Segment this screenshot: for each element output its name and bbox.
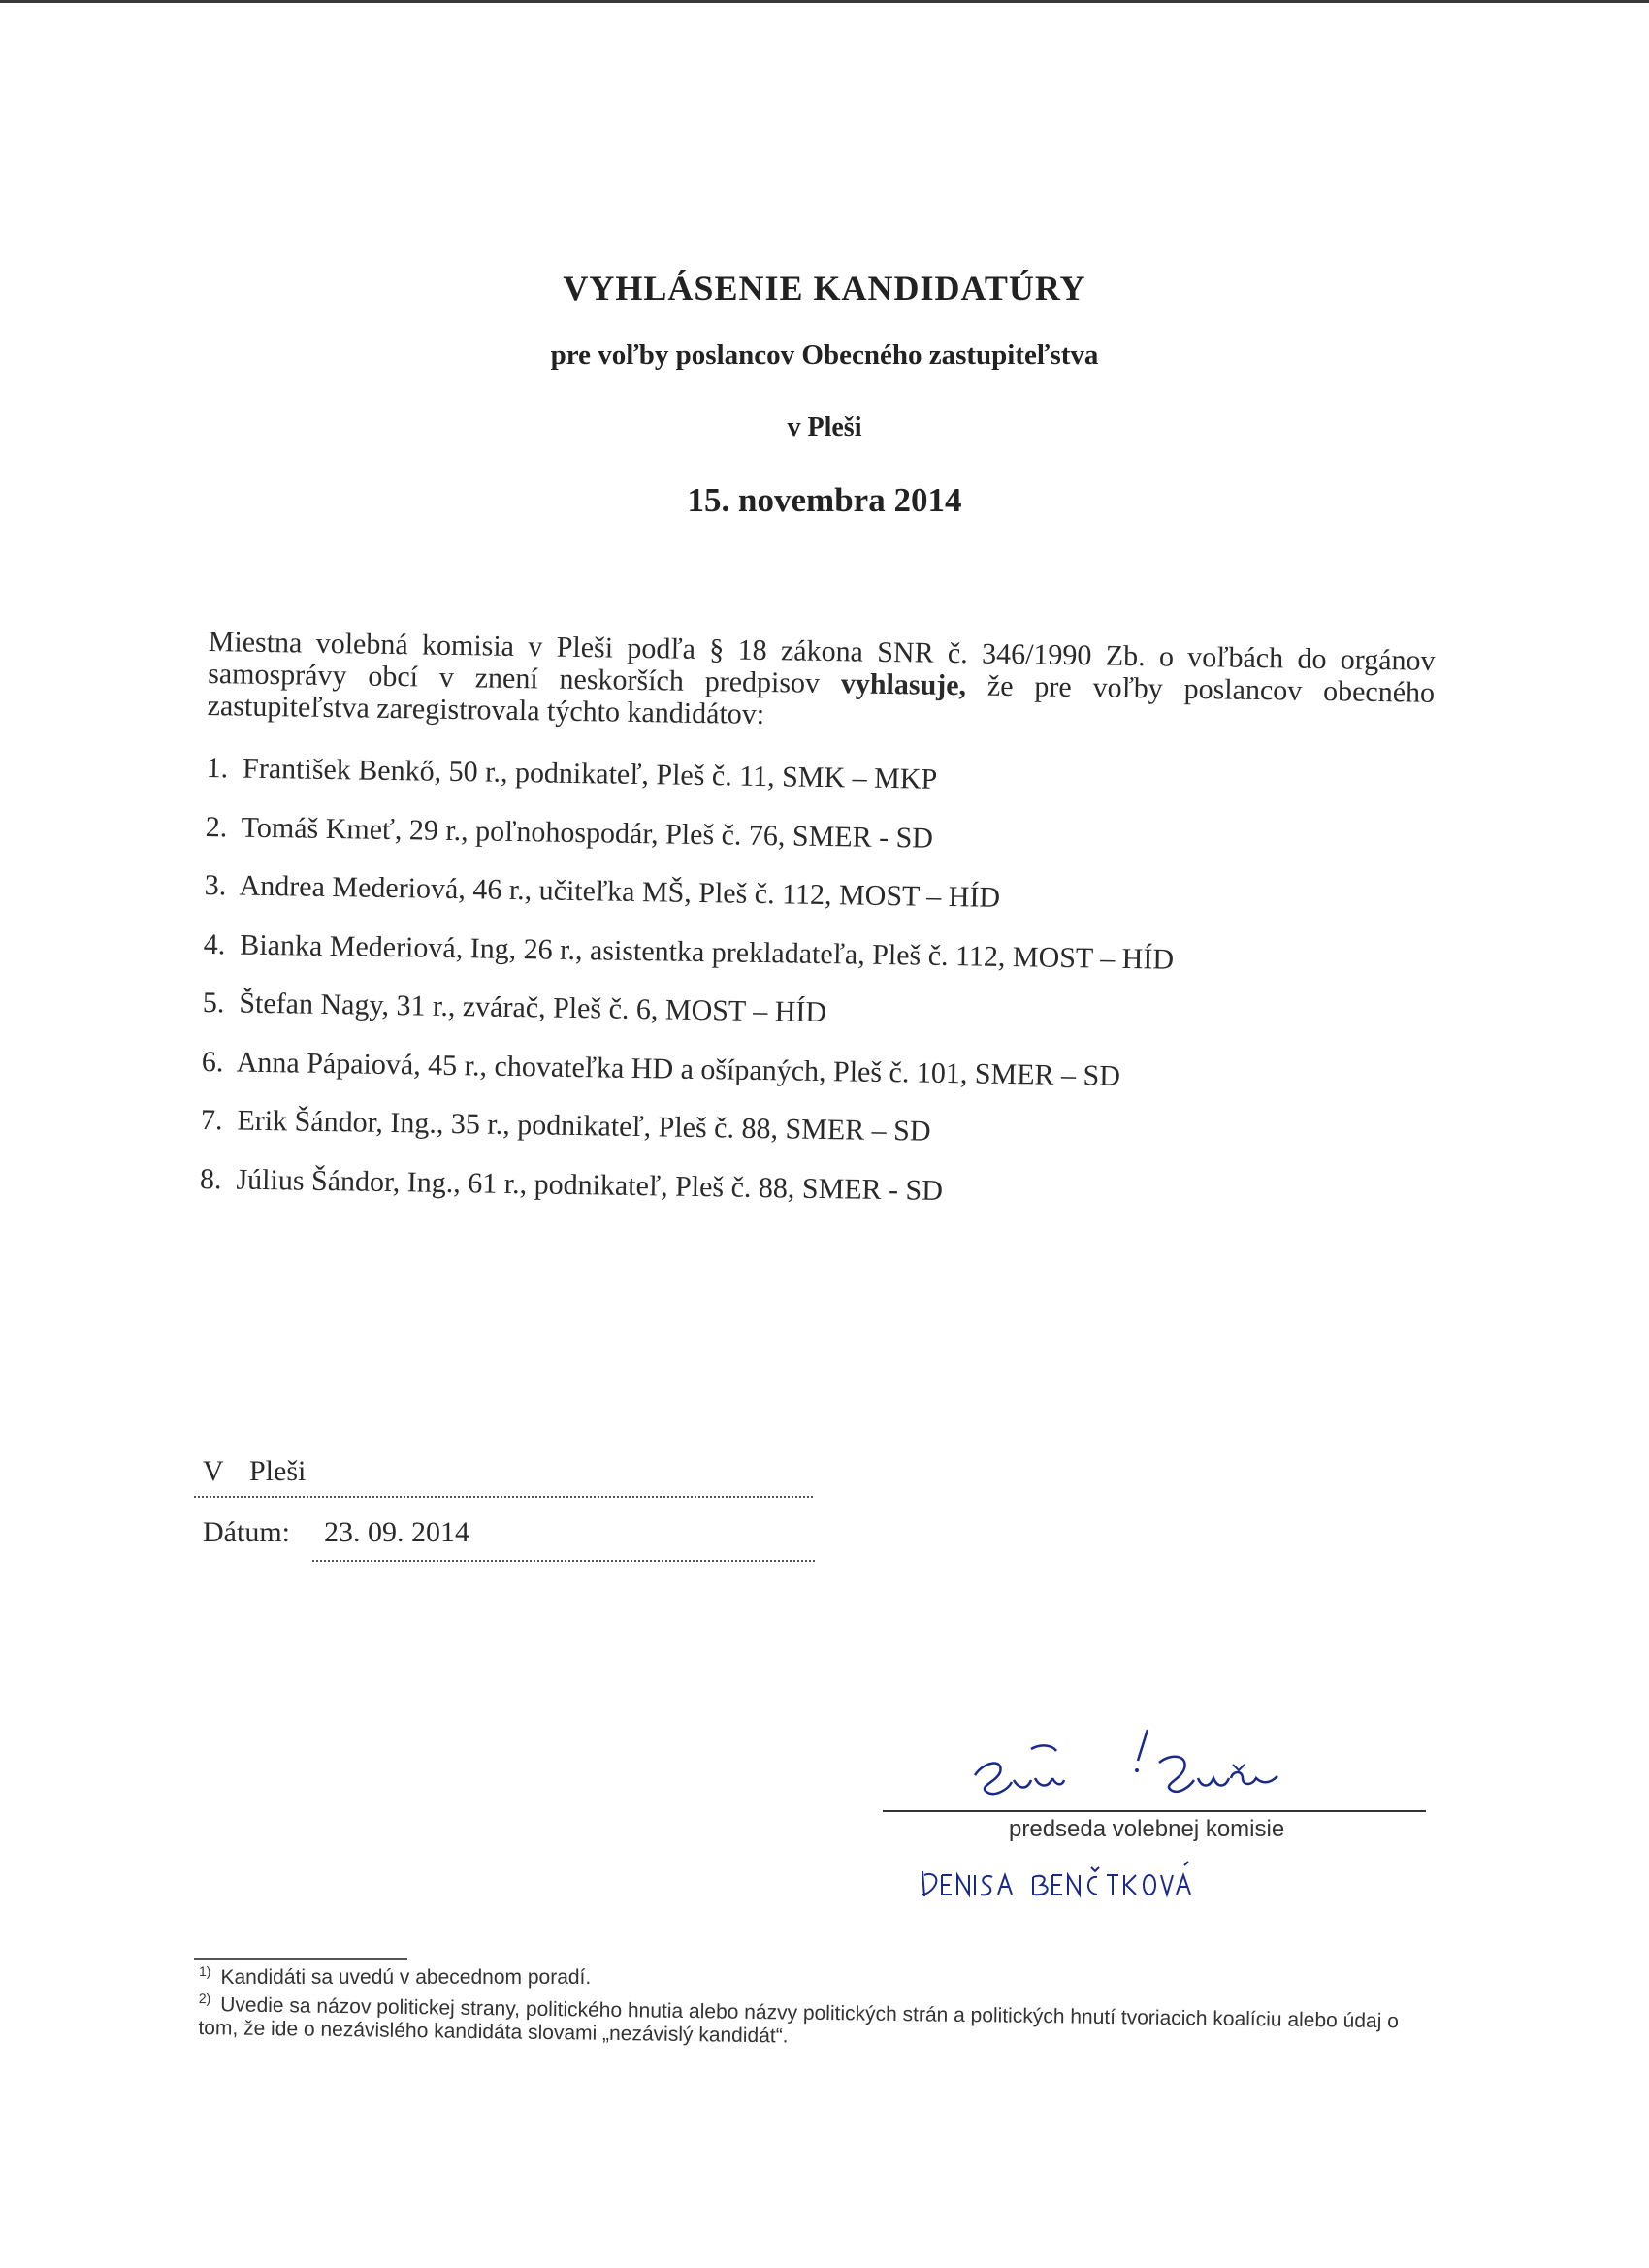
- signature-caption: predseda volebnej komisie: [1009, 1816, 1285, 1842]
- candidate-text: František Benkő, 50 r., podnikateľ, Pleš č. 11, SMK – MKP: [242, 752, 938, 795]
- footnote-2: [198, 1987, 1426, 2057]
- election-date: 15. novembra 2014: [687, 481, 962, 519]
- date-dotted-line: [312, 1560, 815, 1562]
- place-dotted-line: [194, 1496, 813, 1498]
- candidate-number: 3.: [204, 868, 227, 902]
- date-value: 23. 09. 2014: [324, 1516, 469, 1548]
- candidate-list: [199, 749, 1273, 1235]
- date-label: Dátum:: [203, 1516, 290, 1548]
- intro-text-part1: Miestna volebná komisia v Pleši podľa § 18 zákona SNR č. 346/1990 Zb. o voľbách do orgánov samosprávy obcí v znení neskorších predpisov: [207, 626, 1436, 700]
- candidate-text: Anna Pápaiová, 45 r., chovateľka HD a ošípaných, Pleš č. 101, SMER – SD: [236, 1046, 1121, 1092]
- candidate-number: 1.: [206, 751, 229, 785]
- candidate-number: 2.: [205, 810, 228, 843]
- candidate-text: Július Šándor, Ing., 61 r., podnikateľ, Pleš č. 88, SMER - SD: [236, 1163, 944, 1207]
- handwritten-signature: [965, 1722, 1295, 1809]
- document-subtitle: pre voľby poslancov Obecného zastupiteľstva: [550, 340, 1099, 371]
- candidate-text: Bianka Mederiová, Ing, 26 r., asistentka prekladateľa, Pleš č. 112, MOST – HÍD: [240, 928, 1175, 976]
- document-title: VYHLÁSENIE KANDIDATÚRY: [563, 269, 1086, 308]
- footnote-1: [199, 1960, 1460, 1990]
- place-prefix: V: [203, 1455, 224, 1487]
- candidate-number: 4.: [203, 927, 226, 960]
- handwritten-name: [917, 1858, 1198, 1906]
- scan-top-edge: [0, 0, 1649, 3]
- candidate-number: 5.: [202, 986, 225, 1020]
- footnote-text: Kandidáti sa uvedú v abecednom poradí.: [220, 1966, 592, 1989]
- intro-paragraph: [207, 626, 1435, 741]
- footnote-mark: 1): [199, 1963, 211, 1979]
- candidate-number: 8.: [199, 1162, 222, 1195]
- candidate-text: Štefan Nagy, 31 r., zvárač, Pleš č. 6, MOST – HÍD: [239, 987, 827, 1029]
- place-value: Pleši: [249, 1455, 307, 1487]
- candidate-text: Tomáš Kmeť, 29 r., poľnohospodár, Pleš č. 76, SMER - SD: [241, 811, 934, 855]
- candidate-text: Andrea Mederiová, 46 r., učiteľka MŠ, Pleš č. 112, MOST – HÍD: [239, 869, 1001, 914]
- footnote-text: Uvedie sa názov politickej strany, politického hnutia alebo názvy politických strán a politických hnutí tvoriacich koalíciu alebo údaj o tom, že ide o nezávislého kandidáta slovami „nezávislý kandidát“.: [198, 1993, 1400, 2048]
- candidate-text: Erik Šándor, Ing., 35 r., podnikateľ, Pleš č. 88, SMER – SD: [237, 1104, 931, 1148]
- document-location: v Pleši: [787, 412, 862, 442]
- intro-text-bold: vyhlasuje,: [840, 667, 967, 702]
- signature-line: [883, 1810, 1426, 1812]
- intro-text-part2: že pre voľby poslancov obecného zastupiteľstva zaregistrovala týchto kandidátov:: [207, 669, 1436, 731]
- candidate-number: 6.: [201, 1045, 224, 1078]
- candidate-number: 7.: [200, 1103, 223, 1137]
- footnote-mark: 2): [198, 1990, 211, 2007]
